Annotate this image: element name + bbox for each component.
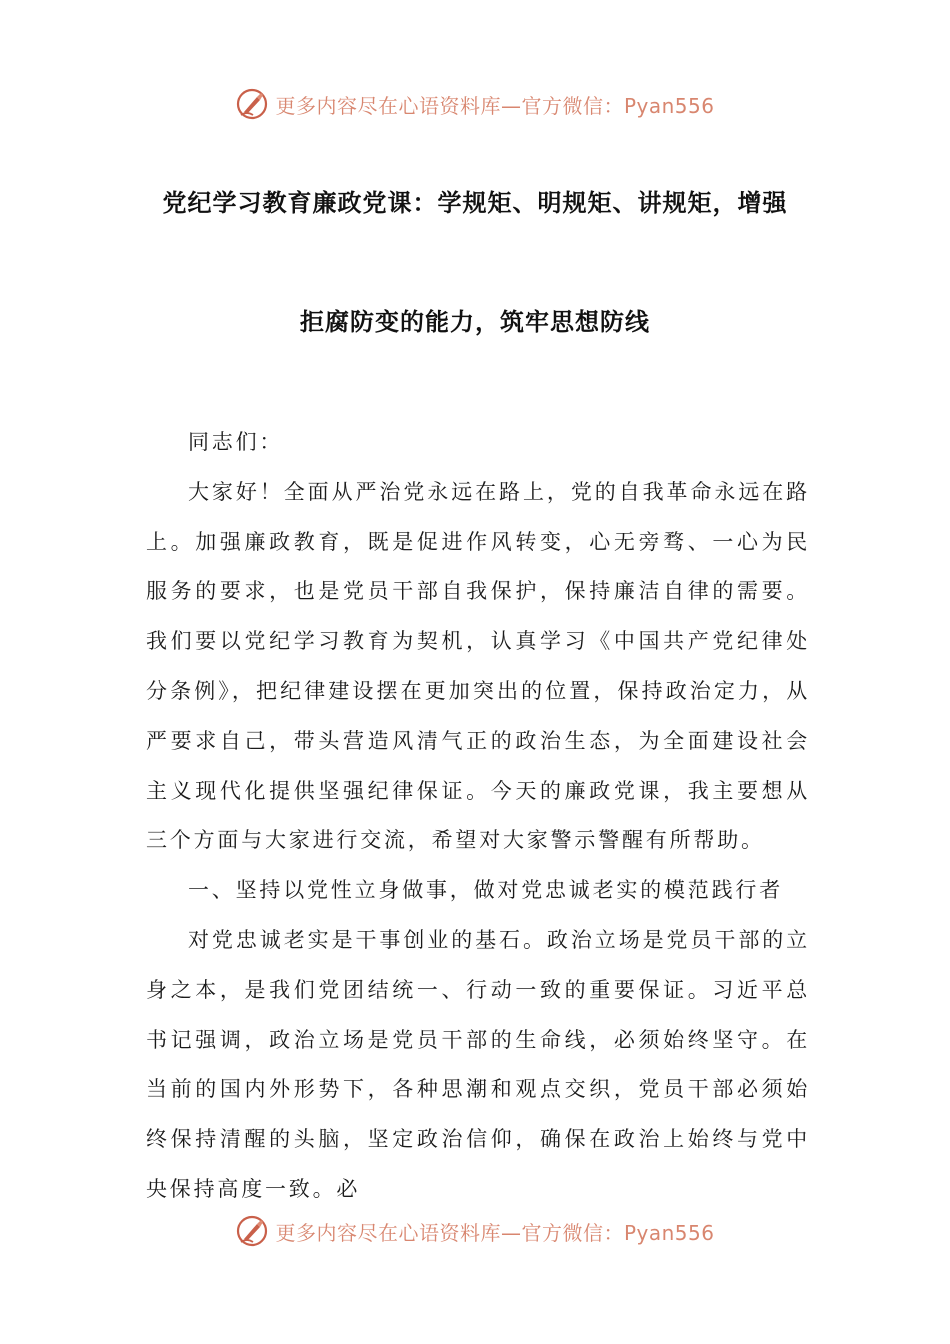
document-title-line-2: 拒腐防变的能力，筑牢思想防线 <box>300 308 650 336</box>
document-title-line-1: 党纪学习教育廉政党课：学规矩、明规矩、讲规矩，增强 <box>162 189 788 217</box>
watermark-text: 更多内容尽在心语资料库—官方微信：Pyan556 <box>275 1220 715 1245</box>
paragraph-intro: 大家好！全面从严治党永远在路上，党的自我革命永远在路上。加强廉政教育，既是促进作风转变，心无旁骛、一心为民服务的要求，也是党员干部自我保护，保持廉洁自律的需要。我们要以党纪学习教育为契机，认真学习《中国共产党纪律处分条例》，把纪律建设摆在更加突出的位置，保持政治定力，从严要求自己，带头营造风清气正的政治生态，为全面建设社会主义现代化提供坚强纪律保证。今天的廉政党课，我主要想从三个方面与大家进行交流，希望对大家警示警醒有所帮助。 <box>146 479 810 853</box>
pen-seal-logo-icon <box>235 87 269 121</box>
watermark-banner-top <box>0 84 950 124</box>
paragraph-section-1: 对党忠诚老实是干事创业的基石。政治立场是党员干部的立身之本，是我们党团结统一、行动一致的重要保证。习近平总书记强调，政治立场是党员干部的生命线，必须始终坚守。在当前的国内外形势下，各种思潮和观点交织，党员干部必须始终保持清醒的头脑，坚定政治信仰，确保在政治上始终与党中央保持高度一致。必 <box>146 927 810 1201</box>
section-heading-1: 一、坚持以党性立身做事，做对党忠诚老实的模范践行者 <box>188 878 783 903</box>
watermark-text: 更多内容尽在心语资料库—官方微信：Pyan556 <box>275 93 715 118</box>
pen-seal-logo-icon <box>235 1214 269 1248</box>
watermark-banner-bottom <box>0 1211 950 1251</box>
salutation: 同志们： <box>188 430 284 454</box>
document-body <box>146 418 810 1215</box>
